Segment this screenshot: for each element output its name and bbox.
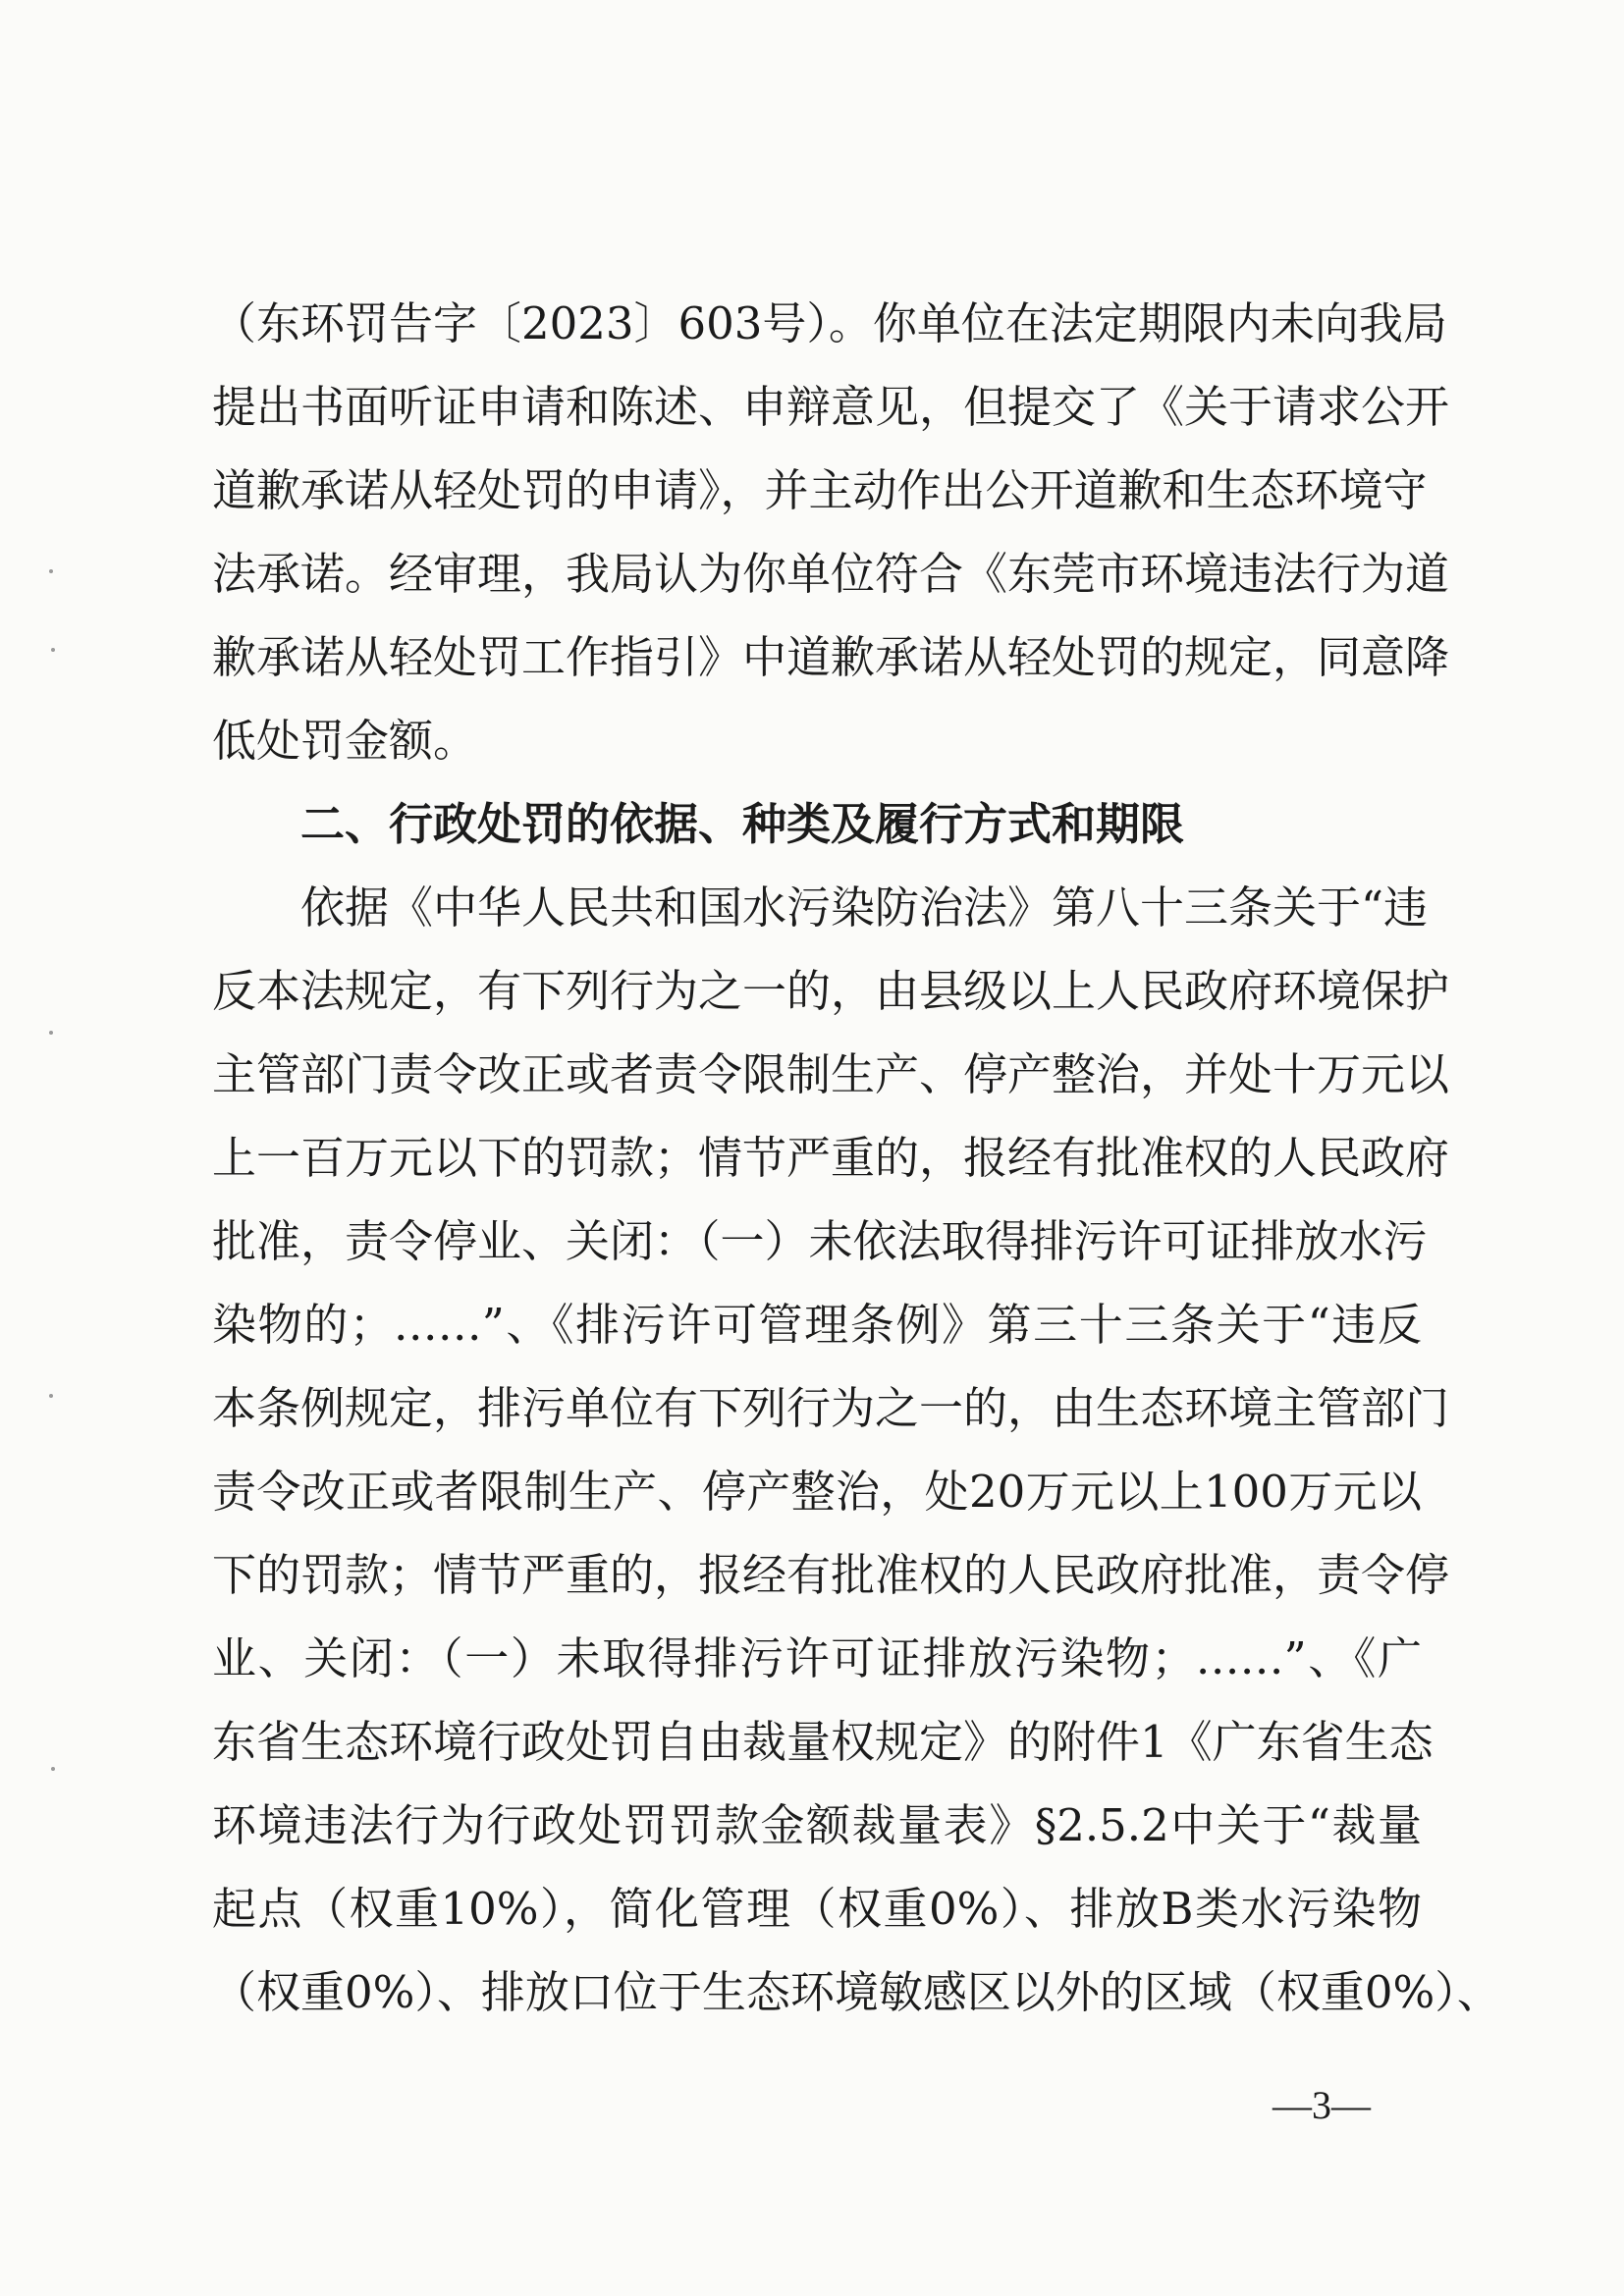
text-line: 东省生态环境行政处罚自由裁量权规定》的附件1《广东省生态 xyxy=(212,1716,1434,1768)
scan-speck xyxy=(51,648,55,652)
scan-speck xyxy=(49,1031,53,1035)
text-line: 提出书面听证申请和陈述、申辩意见，但提交了《关于请求公开 xyxy=(212,381,1450,433)
text-line: 业、关闭：（一）未取得排污许可证排放污染物；……”、《广 xyxy=(212,1632,1422,1684)
page-number: —3— xyxy=(1272,2083,1371,2127)
text-line: 起点（权重10%），简化管理（权重0%）、排放B类水污染物 xyxy=(212,1883,1422,1935)
scan-speck xyxy=(51,1767,55,1771)
scan-speck xyxy=(49,569,53,573)
text-line: 依据《中华人民共和国水污染防治法》第八十三条关于“违 xyxy=(300,881,1429,934)
text-line: 歉承诺从轻处罚工作指引》中道歉承诺从轻处罚的规定，同意降 xyxy=(212,631,1450,683)
text-line: 批准，责令停业、关闭：（一）未依法取得排污许可证排放水污 xyxy=(212,1215,1428,1267)
scan-speck xyxy=(49,1394,53,1398)
section-heading: 二、行政处罚的依据、种类及履行方式和期限 xyxy=(300,798,1185,850)
text-line: 道歉承诺从轻处罚的申请》，并主动作出公开道歉和生态环境守 xyxy=(212,464,1428,516)
text-line: 法承诺。经审理，我局认为你单位符合《东莞市环境违法行为道 xyxy=(212,548,1450,600)
text-line: 上一百万元以下的罚款；情节严重的，报经有批准权的人民政府 xyxy=(212,1132,1450,1184)
text-line: 主管部门责令改正或者责令限制生产、停产整治，并处十万元以 xyxy=(212,1048,1450,1100)
text-line: 下的罚款；情节严重的，报经有批准权的人民政府批准，责令停 xyxy=(212,1549,1450,1601)
text-line: 责令改正或者限制生产、停产整治，处20万元以上100万元以 xyxy=(212,1466,1422,1518)
text-line: 本条例规定，排污单位有下列行为之一的，由生态环境主管部门 xyxy=(212,1382,1450,1434)
text-line: （权重0%）、排放口位于生态环境敏感区以外的区域（权重0%）、 xyxy=(212,1966,1501,2018)
text-line: 环境违法行为行政处罚罚款金额裁量表》§2.5.2中关于“裁量 xyxy=(212,1799,1422,1851)
text-line: 低处罚金额。 xyxy=(212,715,478,767)
text-line: 染物的；……”、《排污许可管理条例》第三十三条关于“违反 xyxy=(212,1299,1422,1351)
text-line: （东环罚告字〔2023〕603号）。你单位在法定期限内未向我局 xyxy=(212,297,1447,349)
text-line: 反本法规定，有下列行为之一的，由县级以上人民政府环境保护 xyxy=(212,965,1450,1017)
